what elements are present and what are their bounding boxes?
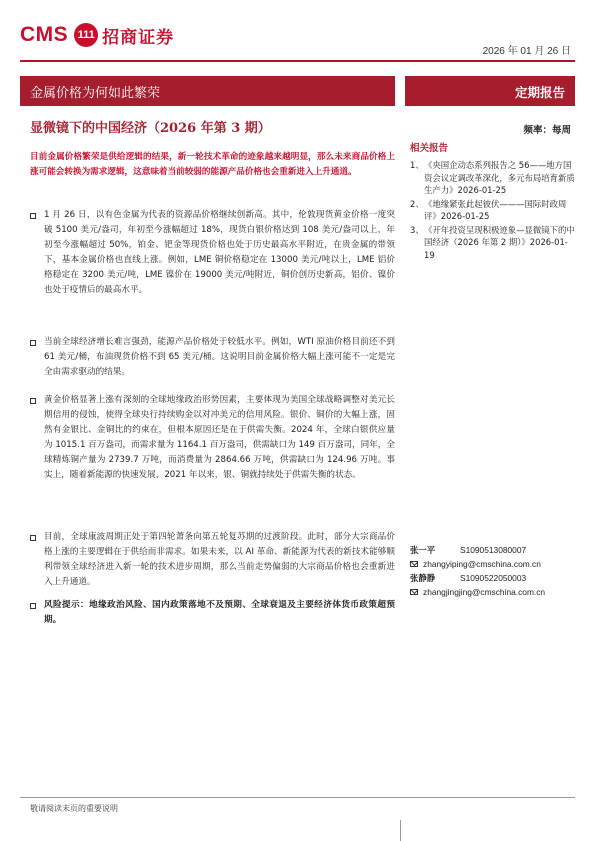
related-heading: 相关报告 [410,143,449,154]
report-date: 2026 年 01 月 26 日 [482,46,571,57]
email-icon [410,589,418,595]
analyst-row [410,571,575,585]
logo-cms-text: CMS [20,23,69,46]
related-item[interactable] [410,198,575,223]
footer-disclaimer-note: 敬请阅读末页的重要说明 [30,804,118,813]
related-item-text[interactable]: 《地缘紧张此起彼伏———国际时政周评》2026-01-25 [424,198,567,221]
bullet-text: 当前全球经济增长难言强劲，能源产品价格处于较低水平。例如，WTI 原油价格目前还不到 61 美元/桶，布油现货价格不到 65 美元/桶。这说明目前金属价格大幅上涨可能不一定是完全由需求驱动的结果。 [44,337,395,377]
analyst-email[interactable]: zhangyiping@cmschina.com.cn [423,559,541,569]
related-reports [410,140,575,262]
bullet-text: 1 月 26 日，以有色金属为代表的资源品价格继续创新高。其中，伦敦现货黄金价格一度突破 5100 美元/盎司，年初至今涨幅超过 18%，现货白银价格达到 108 美元/盎司以上，年初至今涨幅超过 50%，铂金、钯金等现货价格也处于历史最高水平附近，在贵金属的带领下，基本金属价格也直线上涨。例如，LME 铜价格稳定在 13000 美元/吨以上，LME 铝价格稳定在 3200 美元/吨，LME 镍价在 19000 美元/吨附近，铜价创历史新高，铝价、镍价也处于疫情后的最高水平。 [44,210,395,295]
analyst-name: 张静静 [410,573,436,583]
analyst-license-id: S1090522050003 [460,573,527,583]
bullet-box-icon [30,213,36,219]
logo-seal-icon: 111 [74,23,98,47]
risk-text: 地缘政治风险、国内政策落地不及预期、全球衰退及主要经济体货币政策超预期。 [44,600,395,625]
analyst-row [410,543,575,557]
footer-divider [20,797,575,798]
company-logo [20,22,174,48]
abstract-text: 目前金属价格繁荣是供给逻辑的结果，新一轮技术革命的迹象越来越明显，那么未来商品价格上涨可能会转换为需求逻辑，这意味着当前较弱的能源产品价格也会重新进入上升通道。 [30,152,395,177]
bullet-item [30,393,395,483]
email-icon [410,561,418,567]
bullet-box-icon [30,398,36,404]
analyst-license-id: S1090513080007 [460,545,527,555]
related-item[interactable] [410,159,575,197]
bullet-item [30,530,395,590]
related-item[interactable] [410,224,575,262]
bullet-text: 目前，全球康波周期正处于第四轮萧条向第五轮复苏期的过渡阶段。此时，部分大宗商品价格上涨的主要逻辑在于供给而非需求。如果未来，以 AI 革命、新能源为代表的新技术能够顺利带领全球经济进入新一轮的技术进步周期，那么当前走势偏弱的大宗商品价格也会重新进入上升通道。 [44,532,395,587]
bullet-box-icon [30,535,36,541]
report-title-band: 金属价格为何如此繁荣 [20,76,395,106]
related-item-text[interactable]: 《央国企动态系列报告之 56——地方国资会议定调改革深化，多元布局培育新质生产力》2026-01-25 [424,160,575,195]
risk-label: 风险提示： [44,600,90,610]
header-divider [20,60,575,62]
report-frequency: 频率：每周 [523,125,571,136]
report-type-band: 定期报告 [405,76,575,106]
analyst-email-row[interactable] [410,585,575,599]
related-item-number: 1、 [410,160,424,170]
analyst-email[interactable]: zhangjingjing@cmschina.com.cn [423,587,546,597]
bullet-text: 黄金价格显著上涨有深刻的全球地缘政治形势因素，主要体现为美国全球战略调整对美元长期信用的侵蚀，使得全球央行持续购金以对冲美元的信用风险。银价、铜价的大幅上涨，固然有金银比、金铜比的约束在，但根本原因还是在于供需失衡。2024 年，全球白银供应量为 1015.1 百万盎司，而需求量为 1164.1 百万盎司，供需缺口为 149 百万盎司，同年，全球精炼铜产量为 2739.7 万吨，而消费量为 2864.66 万吨，供需缺口为 124.96 万吨。事实上，随着新能源的快速发展，2021 年以来，银、铜就持续处于供需失衡的状态。 [44,395,395,480]
analyst-name: 张一平 [410,545,436,555]
bullet-box-icon [30,603,36,609]
analyst-list [410,543,575,599]
logo-chinese-name: 招商证券 [102,27,175,48]
footer-vertical-divider [400,820,401,841]
report-subtitle: 显微镜下的中国经济（2026 年第 3 期） [30,121,271,136]
bullet-item [30,335,395,380]
related-item-number: 2、 [410,198,424,209]
bullet-box-icon [30,340,36,346]
related-item-number: 3、 [410,224,424,235]
related-item-text[interactable]: 《开年投资呈现积极迹象—显微镜下的中国经济（2026 年第 2 期）》2026-01-19 [424,224,575,260]
analyst-email-row[interactable] [410,557,575,571]
bullet-item [30,208,395,298]
risk-warning [30,598,395,628]
